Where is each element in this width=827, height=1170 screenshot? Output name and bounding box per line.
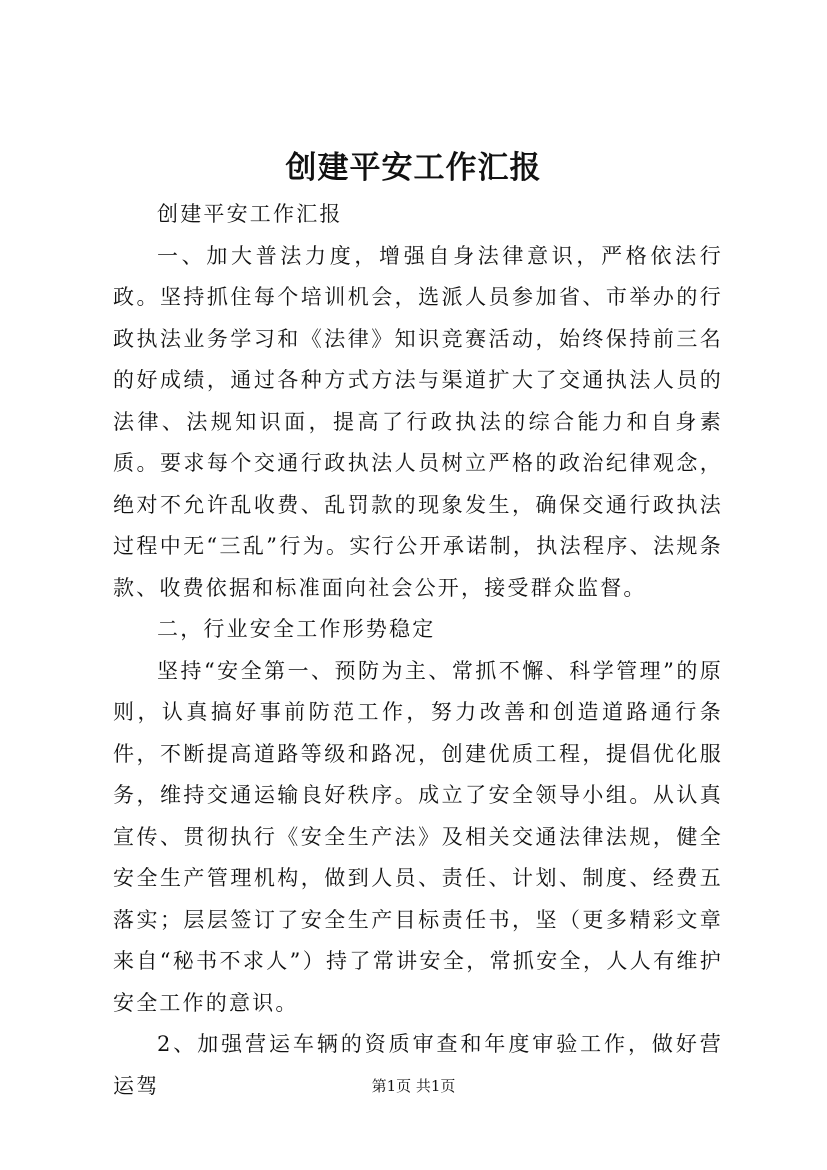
page-footer [0, 1076, 827, 1096]
document-title: 创建平安工作汇报 [285, 150, 542, 186]
page-number: 第1页 共1页 [371, 1077, 456, 1095]
paragraph-subtitle: 创建平安工作汇报 [157, 202, 343, 226]
document-body [113, 194, 723, 1107]
paragraph-section-one: 一、加大普法力度，增强自身法律意识，严格依法行政。坚持抓住每个培训机会，选派人员参加省、市举办的行政执法业务学习和《法律》知识竞赛活动，始终保持前三名的好成绩，通过各种方式方法与渠道扩大了交通执法人员的法律、法规知识面，提高了行政执法的综合能力和自身素质。要求每个交通行政执法人员树立严格的政治纪律观念，绝对不允许乱收费、乱罚款的现象发生，确保交通行政执法过程中无“三乱”行为。实行公开承诺制，执法程序、法规条款、收费依据和标准面向社会公开，接受群众监督。 [113, 243, 723, 600]
paragraph-safety-principles: 坚持“安全第一、预防为主、常抓不懈、科学管理”的原则，认真搞好事前防范工作，努力改善和创造道路通行条件，不断提高道路等级和路况，创建优质工程，提倡优化服务，维持交通运输良好秩序。成立了安全领导小组。从认真宣传、贯彻执行《安全生产法》及相关交通法律法规，健全安全生产管理机构，做到人员、责任、计划、制度、经费五落实；层层签订了安全生产目标责任书，坚（更多精彩文章来自“秘书不求人”）持了常讲安全，常抓安全，人人有维护安全工作的意识。 [113, 658, 723, 1015]
paragraph-vehicle-review: 2、加强营运车辆的资质审查和年度审验工作，做好营运驾 [113, 1032, 723, 1098]
paragraph-section-two-heading: 二，行业安全工作形势稳定 [157, 617, 436, 641]
